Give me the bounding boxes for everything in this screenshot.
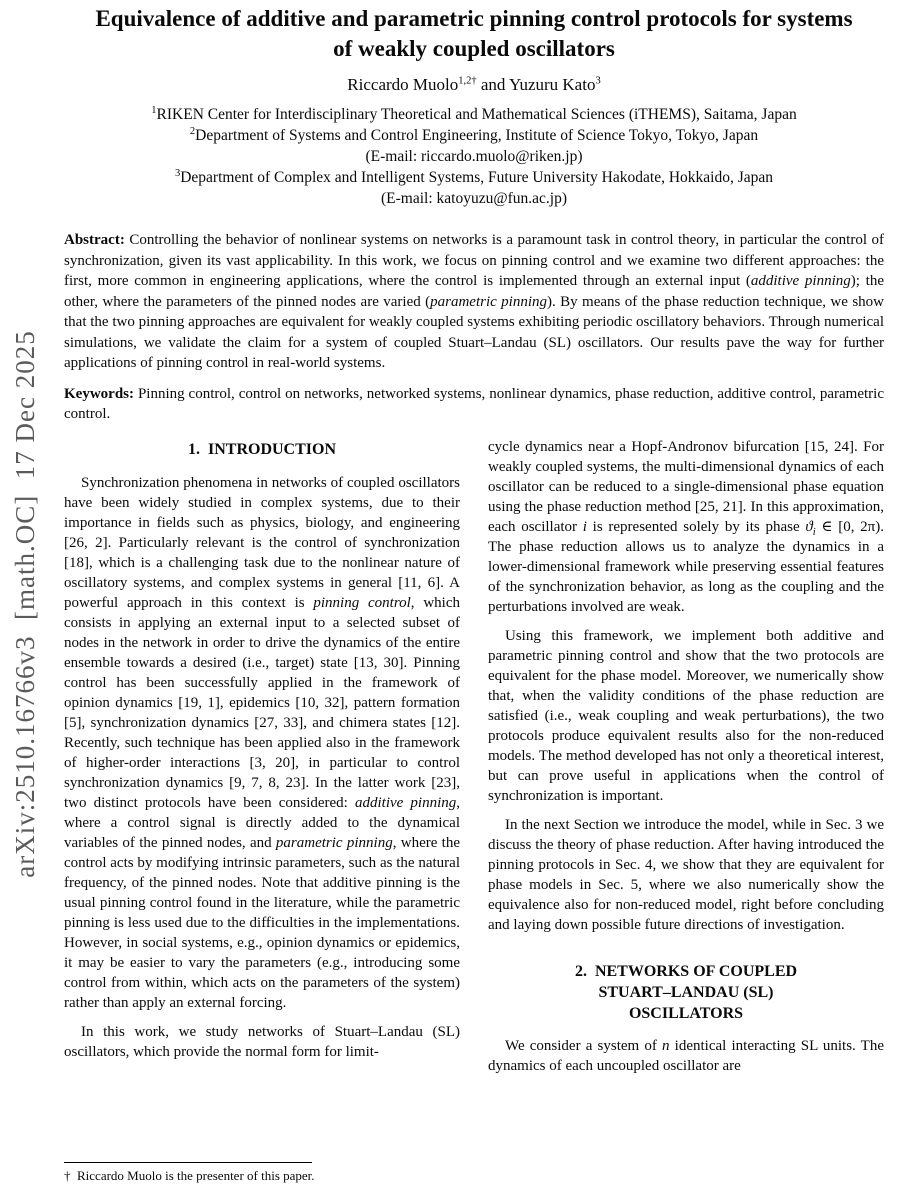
- text-segment: ). By means of the phase reduction technique, we show that the two pinning approaches are equivalent for weakly coupled systems exhibiting periodic oscillatory behaviors. Through numerical simulations, we validate the claim for a system of coupled Stuart–Landau (SL) oscillators. Our results pave the way for further applications of pinning control in real-world systems.: [64, 293, 884, 371]
- keywords: [64, 384, 884, 425]
- text-segment: cycle dynamics near a Hopf-Andronov bifurcation [15, 24]. For weakly coupled systems, the multi-dimensional dynamics of each oscillator can be reduced to a single-dimensional phase equation using the phase reduction method [25, 21]. In this approximation, each oscillator: [488, 438, 884, 535]
- section-1-heading: 1. INTRODUCTION: [187, 440, 336, 458]
- affiliation-2: [64, 125, 884, 146]
- text-segment: , where a control signal is directly added to the dynamical variables of the pinned nodes, and: [64, 794, 461, 851]
- email-1-text: (E-mail: riccardo.muolo@riken.jp): [365, 148, 583, 165]
- section-2-paragraph-1: [488, 1036, 884, 1076]
- text-segment: additive pinning: [750, 273, 851, 289]
- affiliation-3-mark: 3: [174, 167, 181, 179]
- authors-separator: and: [476, 75, 510, 94]
- paper-page: [64, 4, 884, 1085]
- intro-paragraph-2-continued: [488, 437, 884, 617]
- intro-paragraph-2: In this work, we study networks of Stuart–Landau (SL) oscillators, which provide the normal form for limit-: [64, 1023, 460, 1060]
- abstract-label: Abstract:: [64, 232, 125, 248]
- author-2-affiliation-marks: 3: [595, 75, 601, 87]
- text-segment: i: [812, 526, 816, 538]
- arxiv-watermark: arXiv:2510.16766v3 [math.OC] 17 Dec 2025: [10, 330, 40, 878]
- text-segment: Controlling the behavior of nonlinear systems on networks is a paramount task in control theory, in particular the control of synchronization, given its vast applicability. In this work, we focus on pinning control and we examine two different approaches: the first, more common in engineering applications, where the control is implemented through an external input (: [64, 232, 884, 289]
- email-2: [64, 188, 884, 209]
- left-column: [64, 437, 460, 1085]
- intro-paragraph-1: [64, 473, 460, 1013]
- text-segment: , where the control acts by modifying intrinsic parameters, such as the natural frequency, of the pinned nodes. Note that additive pinning is the usual pinning control found in the literature, while the parametric pinning is less used due to the difficulties in the implementations. However, in social systems, e.g., opinion dynamics or epidemics, it may be easier to vary the parameters (e.g., introducing some control from within, which acts on the parameters of the system) rather than apply an external forcing.: [64, 834, 460, 1011]
- text-segment: Synchronization phenomena in networks of coupled oscillators have been widely studied in complex systems, due to their importance in fields such as physics, biology, and engineering [26, 2]. Particularly relevant is the control of synchronization [18], which is a challenging task due to the nonlinear nature of oscillatory systems, and complex systems in general [11, 6]. A powerful approach in this context is: [64, 474, 460, 611]
- text-segment: i: [582, 518, 587, 535]
- abstract: [64, 230, 884, 374]
- section-2-heading-line-2: STUART–LANDAU (SL): [598, 983, 774, 1001]
- text-segment: pinning control: [313, 594, 411, 611]
- keywords-label: Keywords:: [64, 385, 134, 402]
- title-line-2: of weakly coupled oscillators: [333, 36, 615, 61]
- email-2-text: (E-mail: katoyuzu@fun.ac.jp): [381, 190, 567, 207]
- affiliation-1-mark: 1: [151, 104, 157, 116]
- email-1: [64, 146, 884, 167]
- two-column-body: [64, 437, 884, 1085]
- text-segment: parametric pinning: [430, 293, 548, 310]
- text-segment: identical interacting SL units. The dynamics of each uncoupled oscillator are: [488, 1037, 885, 1074]
- footnote-text: † Riccardo Muolo is the presenter of this paper.: [64, 1168, 315, 1183]
- affiliation-3-text: Department of Complex and Intelligent Systems, Future University Hakodate, Hokkaido, Japan: [180, 169, 773, 186]
- outline-paragraph: In the next Section we introduce the model, while in Sec. 3 we discuss the theory of phase reduction. After having introduced the pinning protocols in Sec. 4, we show that they are equivalent for phase models in Sec. 5, where we also numerically show the equivalence also for non-reduced model, right before concluding and laying down possible future directions of investigation.: [488, 816, 884, 933]
- text-segment: parametric pinning: [275, 834, 393, 851]
- title-line-1: Equivalence of additive and parametric pinning control protocols for systems: [95, 6, 853, 31]
- text-segment: We consider a system of: [505, 1037, 663, 1054]
- section-2-heading-line-3: OSCILLATORS: [628, 1004, 744, 1022]
- author-1-affiliation-marks: 1,2†: [458, 75, 477, 87]
- right-column: [488, 437, 884, 1085]
- affiliations-block: [64, 104, 884, 209]
- section-2-heading: [488, 961, 884, 1024]
- affiliation-2-text: Department of Systems and Control Engineering, Institute of Science Tokyo, Tokyo, Japan: [195, 127, 759, 144]
- author-1-name: Riccardo Muolo: [347, 75, 459, 94]
- affiliation-2-mark: 2: [189, 125, 196, 137]
- author-2-name: Yuzuru Kato: [509, 75, 596, 94]
- text-segment: ϑ: [805, 518, 813, 535]
- text-segment: ); the other, where the parameters of the pinned nodes are varied (: [64, 273, 884, 310]
- text-segment: n: [662, 1037, 670, 1054]
- footnote-rule: [64, 1162, 312, 1163]
- paper-title: [64, 4, 884, 64]
- text-segment: additive pinning: [354, 794, 457, 811]
- text-segment: is represented solely by its phase: [586, 518, 806, 535]
- framework-paragraph: Using this framework, we implement both additive and parametric pinning control and show that the two protocols are equivalent for the phase model. Moreover, we numerically show that, when the validity conditions of the phase reduction are satisfied (i.e., weak coupling and weak perturbations), the two protocols produce equivalent results also for the non-reduced models. The method developed has not only a theoretical interest, but can prove useful in applications when the control of synchronization is important.: [488, 627, 884, 804]
- affiliation-3: [64, 167, 884, 188]
- affiliation-1-text: RIKEN Center for Interdisciplinary Theoretical and Mathematical Sciences (iTHEMS), Saitama, Japan: [156, 106, 797, 123]
- footnote: [64, 1154, 464, 1184]
- authors-line: [64, 74, 884, 96]
- text-segment: ∈ [0, 2π). The phase reduction allows us to analyze the dynamics in a lower-dimensional framework while preserving essential features of the synchronization behavior, as long as the coupling and the perturbations involved are weak.: [488, 518, 884, 615]
- affiliation-1: [64, 104, 884, 125]
- keywords-text: Pinning control, control on networks, networked systems, nonlinear dynamics, phase reduction, additive control, parametric control.: [64, 385, 884, 422]
- section-2-heading-line-1: 2. NETWORKS OF COUPLED: [574, 962, 798, 980]
- text-segment: , which consists in applying an external input to a selected subset of nodes in the network in order to drive the dynamics of the entire ensemble towards a desired (i.e., target) state [13, 30]. Pinning control has been successfully applied in the framework of opinion dynamics [19, 1], epidemics [10, 32], pattern formation [5], synchronization dynamics [27, 33], and chimera states [12]. Recently, such technique has been applied also in the framework of higher-order interactions [3, 20], in particular to control synchronization dynamics [9, 7, 8, 23]. In the latter work [23], two distinct protocols have been considered:: [64, 594, 460, 811]
